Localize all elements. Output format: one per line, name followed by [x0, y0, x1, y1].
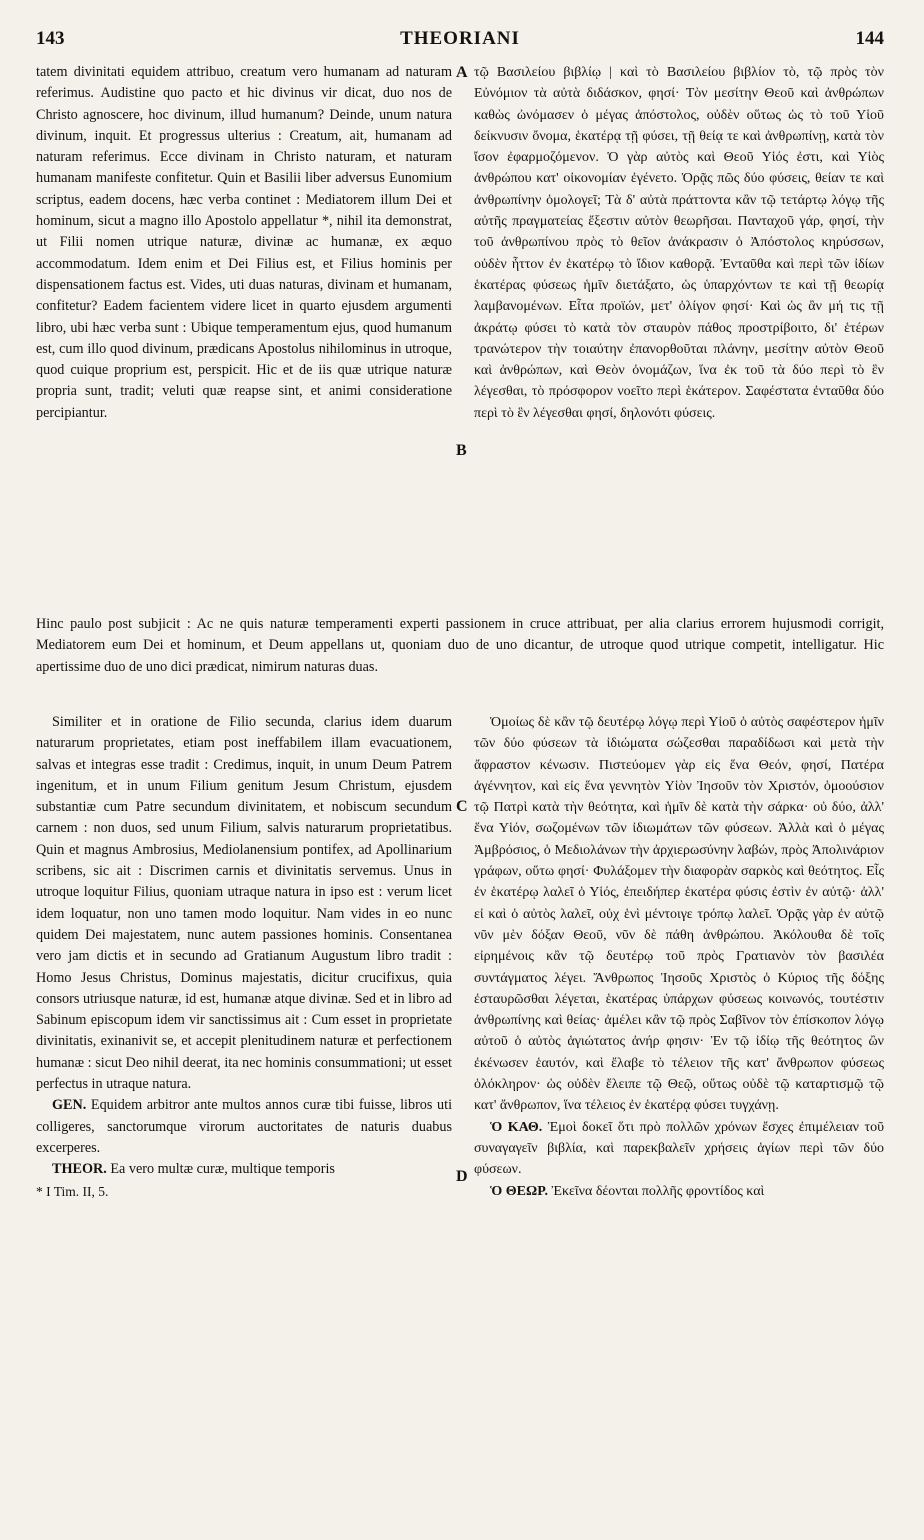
gen-text: Equidem arbitror ante multos annos curæ tibi fuisse, libros uti colligeres, sanctorumque virorum auctoritates de naturis duabus excerperes.	[36, 1097, 453, 1156]
full-width-paragraph	[36, 614, 884, 678]
page-header	[36, 28, 884, 56]
latin-paragraph: tatem divinitati equidem attribuo, creatum vero humanam ad naturam referimus. Audistine quo pacto et hic divinus vir dicat, duo nos de Christo agnoscere, hoc divinum, illud humanum? Deinde, unum natura divinum, inquit. Et progressus ulterius : Creatum, ait, humanam ad naturam referimus. Ecce divinam in Christo naturam, et naturam humanam manifeste confitetur. Quin et Basilii liber adversus Eunomium scriptus, eadem docens, hæc verba continet : Mediatorem illum Dei et hominum, sicut a magno illo Apostolo appellatur *, nihil ita demonstrat, ut Filii nomen utrique naturæ, divinæ ac humanæ, ex æquo accommodatum. Idem enim et Dei Filius est, et Filius hominis per dispensationem factus est. Vides, uti duas naturas, divinam et humanam, confitetur? Eadem facientem videre licet in quarto ejusdem argumenti libro, ubi hæc verba sunt : Ubique temperamentum ejus, quod humanum est, cum illo quod divinum, prædicans Apostolus nihilominus in utroque, quod cuique proprium est, perspicit. Hic et de iis quæ utrique naturæ propria sunt, tradit; veluti quæ reapse sint, et animi consideratione percipiantur.	[36, 64, 452, 421]
greek-dialogue-theor	[474, 1181, 884, 1202]
greek-column-bottom	[474, 712, 884, 1202]
greek-dialogue-kath	[474, 1117, 884, 1181]
theor-text: Ea vero multæ curæ, multique temporis	[110, 1161, 335, 1178]
footnote: * I Tim. II, 5.	[36, 1183, 109, 1199]
margin-letter-d: D	[456, 1168, 468, 1185]
running-title: THEORIANI	[400, 28, 520, 49]
latin-paragraph-similiter: Similiter et in oratione de Filio secunda, clarius idem duarum naturarum proprietates, etiam post ineffabilem illam evacuationem, salvas et integras esse tradit : Credimus, inquit, in unum Deum Patrem ingenitum, et in unum Filium genitum Jesum Christum, ejusdem substantiæ cum Patre secundum divinitatem, et nobiscum secundum carnem : non duos, sed unum Filium, salvis naturarum proprietatibus. Quin et magnus Ambrosius, Mediolanensium pontifex, ad Apollinarium scribens, sic ait : Discrimen carnis et divinitatis servemus. Unus in utroque loquitur Filius, quoniam utraque natura in ipso est : verum licet idem loquatur, non uno tamen modo loquitur. Nam vides in eo nunc quidem Dei majestatem, nunc autem passiones hominis. Consentanea vero jam dictis et in secundo ad Gratianum Augustum libro tradit : Homo Jesus Christus, Dominus majestatis, dicitur crucifixus, quia consors utriusque naturæ, id est, humanæ atque divinæ. Sed et in libro ad Sabinum episcopum idem vir sanctissimus ait : Cum esset in proprietate divinitatis, exinanivit se, et accepit plenitudinem naturæ et perfectionem humanæ : sicut Deo nihil deerat, ita nec hominis consummationi; ut esset perfectus in utraque natura.	[36, 714, 452, 1093]
greek-theor-text: Ἐκεῖνα δέονται πολλῆς φροντίδος καὶ	[551, 1183, 765, 1199]
latin-dialogue-gen	[36, 1095, 452, 1159]
greek-paragraph: τῷ Βασιλείου βιβλίῳ | καὶ τὸ Βασιλείου βιβλίον τὸ, τῷ πρὸς τὸν Εὐνόμιον τὰ αὐτὰ διδάσκον, φησί· Τὸν μεσίτην Θεοῦ καὶ ἀνθρώπων καθὼς ὠνόμασεν ὁ μέγας ἀπόστολος, οὐδὲν οὕτως ὡς τὸ τοῦ Υἱοῦ δείκνυσιν ὄνομα, ἑκατέρᾳ τῇ φύσει, τῇ θείᾳ τε καὶ ἀνθρωπίνῃ, κατὰ τὸν ἴσον ἐφαρμοζόμενον. Ὁ γὰρ αὐτὸς καὶ Θεοῦ Υἱός ἐστι, καὶ Υἱὸς ἀνθρώπου κατ' οἰκονομίαν ἐγένετο. Ὁρᾷς πῶς δύο φύσεις, θείαν τε καὶ ἀνθρωπίνην ὁμολογεῖ; Τὰ δ' αὐτὰ πράττοντα κἂν τῷ τετάρτῳ λόγῳ τῆς αὐτῆς πραγματείας ἔξεστιν αὐτὸν θεωρῆσαι. Πανταχοῦ γάρ, φησί, τὴν τοῦ ἀνθρωπίνου πρὸς τὸ θεῖον ἀνάκρασιν ὁ Ἀπόστολος κηρύσσων, οὐδὲν ἧττον ἐν ἑκατέρῳ τὸ ἴδιον καθορᾷ. Ἐνταῦθα καὶ περὶ τῶν ἰδίων ἑκατέρας φύσεως ἡμῖν διετάξατο, ὡς ὑπαρχόντων τε καὶ τῇ θεωρίᾳ λαμβανομένων. Εἶτα προϊών, μετ' ὀλίγον φησί· Καὶ ὡς ἂν μή τις τῇ ἀκράτῳ φύσει τὸ κατὰ τὸν σταυρὸν πάθος προστρίβοιτο, δι' ἑτέρων τρανώτερον τὴν τοιαύτην ἐπανορθοῦται πλάνην, μεσίτην αὐτὸν Θεοῦ καὶ ἀνθρώπων, καὶ Θεὸν ὀνομάζων, ἵνα ἐκ τοῦ τὰ δύο περὶ τὸ ἓν λέγεσθαι, τὸ πρόσφορον νοεῖτο περὶ ἑκάτερον. Σαφέστατα ἐνταῦθα δύο περὶ τὸ ἓν λέγεσθαι φησί, δηλονότι φύσεις.	[474, 65, 884, 421]
latin-column-top	[36, 62, 452, 424]
page-number-left: 143	[36, 28, 65, 49]
latin-column-bottom	[36, 712, 452, 1202]
greek-column-top	[474, 62, 884, 424]
speaker-gen: GEN.	[52, 1097, 87, 1114]
margin-letter-c: C	[456, 798, 468, 815]
margin-letter-a: A	[456, 64, 468, 81]
full-width-text: Hinc paulo post subjicit : Ac ne quis naturæ temperamenti experti passionem in cruce attribuat, per alia clarius errorem hujusmodi corrigit, Mediatorem eum Dei et hominum, et Deum appellans ut, quoniam duo de uno dicantur, de utroque quod utrique competit, intelligatur. Hic apertissime duo de uno dici prædicat, nimirum naturas duas.	[36, 616, 884, 675]
kath-text: Ἐμοὶ δοκεῖ ὅτι πρὸ πολλῶν χρόνων ἔσχες ἐπιμέλειαν τοῦ συναγαγεῖν βιβλία, καὶ παρεκβαλεῖν χρήσεις ἁγίων περὶ τῶν δύο φύσεων.	[474, 1119, 884, 1178]
speaker-kath: Ὁ ΚΑΘ.	[490, 1119, 543, 1135]
speaker-theor-greek: Ὁ ΘΕΩΡ.	[490, 1183, 548, 1199]
page-number-right: 144	[855, 28, 884, 49]
speaker-theor: THEOR.	[52, 1161, 107, 1178]
latin-dialogue-theor	[36, 1159, 452, 1180]
margin-letter-b: B	[456, 442, 467, 459]
greek-paragraph-homoios: Ὁμοίως δὲ κἂν τῷ δευτέρῳ λόγῳ περὶ Υἱοῦ ὁ αὐτὸς σαφέστερον ἡμῖν τῶν δύο φύσεων τὰ ἰδιώματα σώζεσθαι παραδίδωσι καὶ μετὰ τὴν ἄφραστον κένωσιν. Πιστεύομεν γὰρ εἰς ἕνα Θεόν, φησί, Πατέρα ἀγέννητον, καὶ εἰς ἕνα γεννητὸν Υἱὸν Ἰησοῦν τὸν Χριστόν, ὁμοούσιον τῷ Πατρὶ κατὰ τὴν θεότητα, καὶ ἡμῖν δὲ κατὰ τὴν σάρκα· οὐ δύο, ἀλλ' ἕνα Υἱόν, σωζομένων τῶν ἰδιωμάτων τῶν φύσεων. Ἀλλὰ καὶ ὁ μέγας Ἀμβρόσιος, ὁ Μεδιολάνων τὴν ἀρχιερωσύνην λαβών, πρὸς Ἀπολινάριον γράφων, οὕτω φησί· Φυλάξομεν τὴν διαφορὰν σαρκὸς καὶ θεότητος. Εἷς ἐν ἑκατέρῳ λαλεῖ ὁ Υἱός, ἐπειδήπερ ἑκατέρα φύσις ἐστὶν ἐν αὐτῷ· ἀλλ' εἰ καὶ ὁ αὐτὸς λαλεῖ, οὐχ ἑνὶ μέντοιγε τρόπῳ λαλεῖ. Ὁρᾷς γὰρ ἐν αὐτῷ νῦν μὲν δόξαν Θεοῦ, νῦν δὲ πάθη ἀνθρώπου. Ἀκόλουθα δὲ τοῖς εἰρημένοις κἂν τῷ δευτέρῳ τοῦ πρὸς Γρατιανὸν τὸν βασιλέα συντάγματος λέγει. Ἄνθρωπος Ἰησοῦς Χριστὸς ὁ Κύριος τῆς δόξης ἐσταυρῶσθαι λέγεται, ἑκατέρας ὑπάρχων φύσεως κοινωνός, τουτέστιν ἀνθρωπίνης καὶ θείας· ἀμέλει κἂν τῷ πρὸς Σαβῖνον τὸν ἐπίσκοπον λόγῳ αὐτοῦ ὁ αὐτὸς ἁγιώτατος ἀνήρ φησιν· Ἐν τῷ ἰδίῳ τῆς θεότητος ὢν ἐκένωσεν ἑαυτόν, καὶ ἔλαβε τὸ τέλειον τῆς κατ' ἄνθρωπον φύσεως ὁλόκληρον· ὡς οὐδὲν ἔλειπε τῷ Θεῷ, οὕτως οὐδὲ τῷ καταρτισμῷ τῷ κατ' ἄνθρωπον, ἵνα τέλειος ἐν ἑκατέρᾳ φύσει τυγχάνῃ.	[474, 715, 884, 1114]
